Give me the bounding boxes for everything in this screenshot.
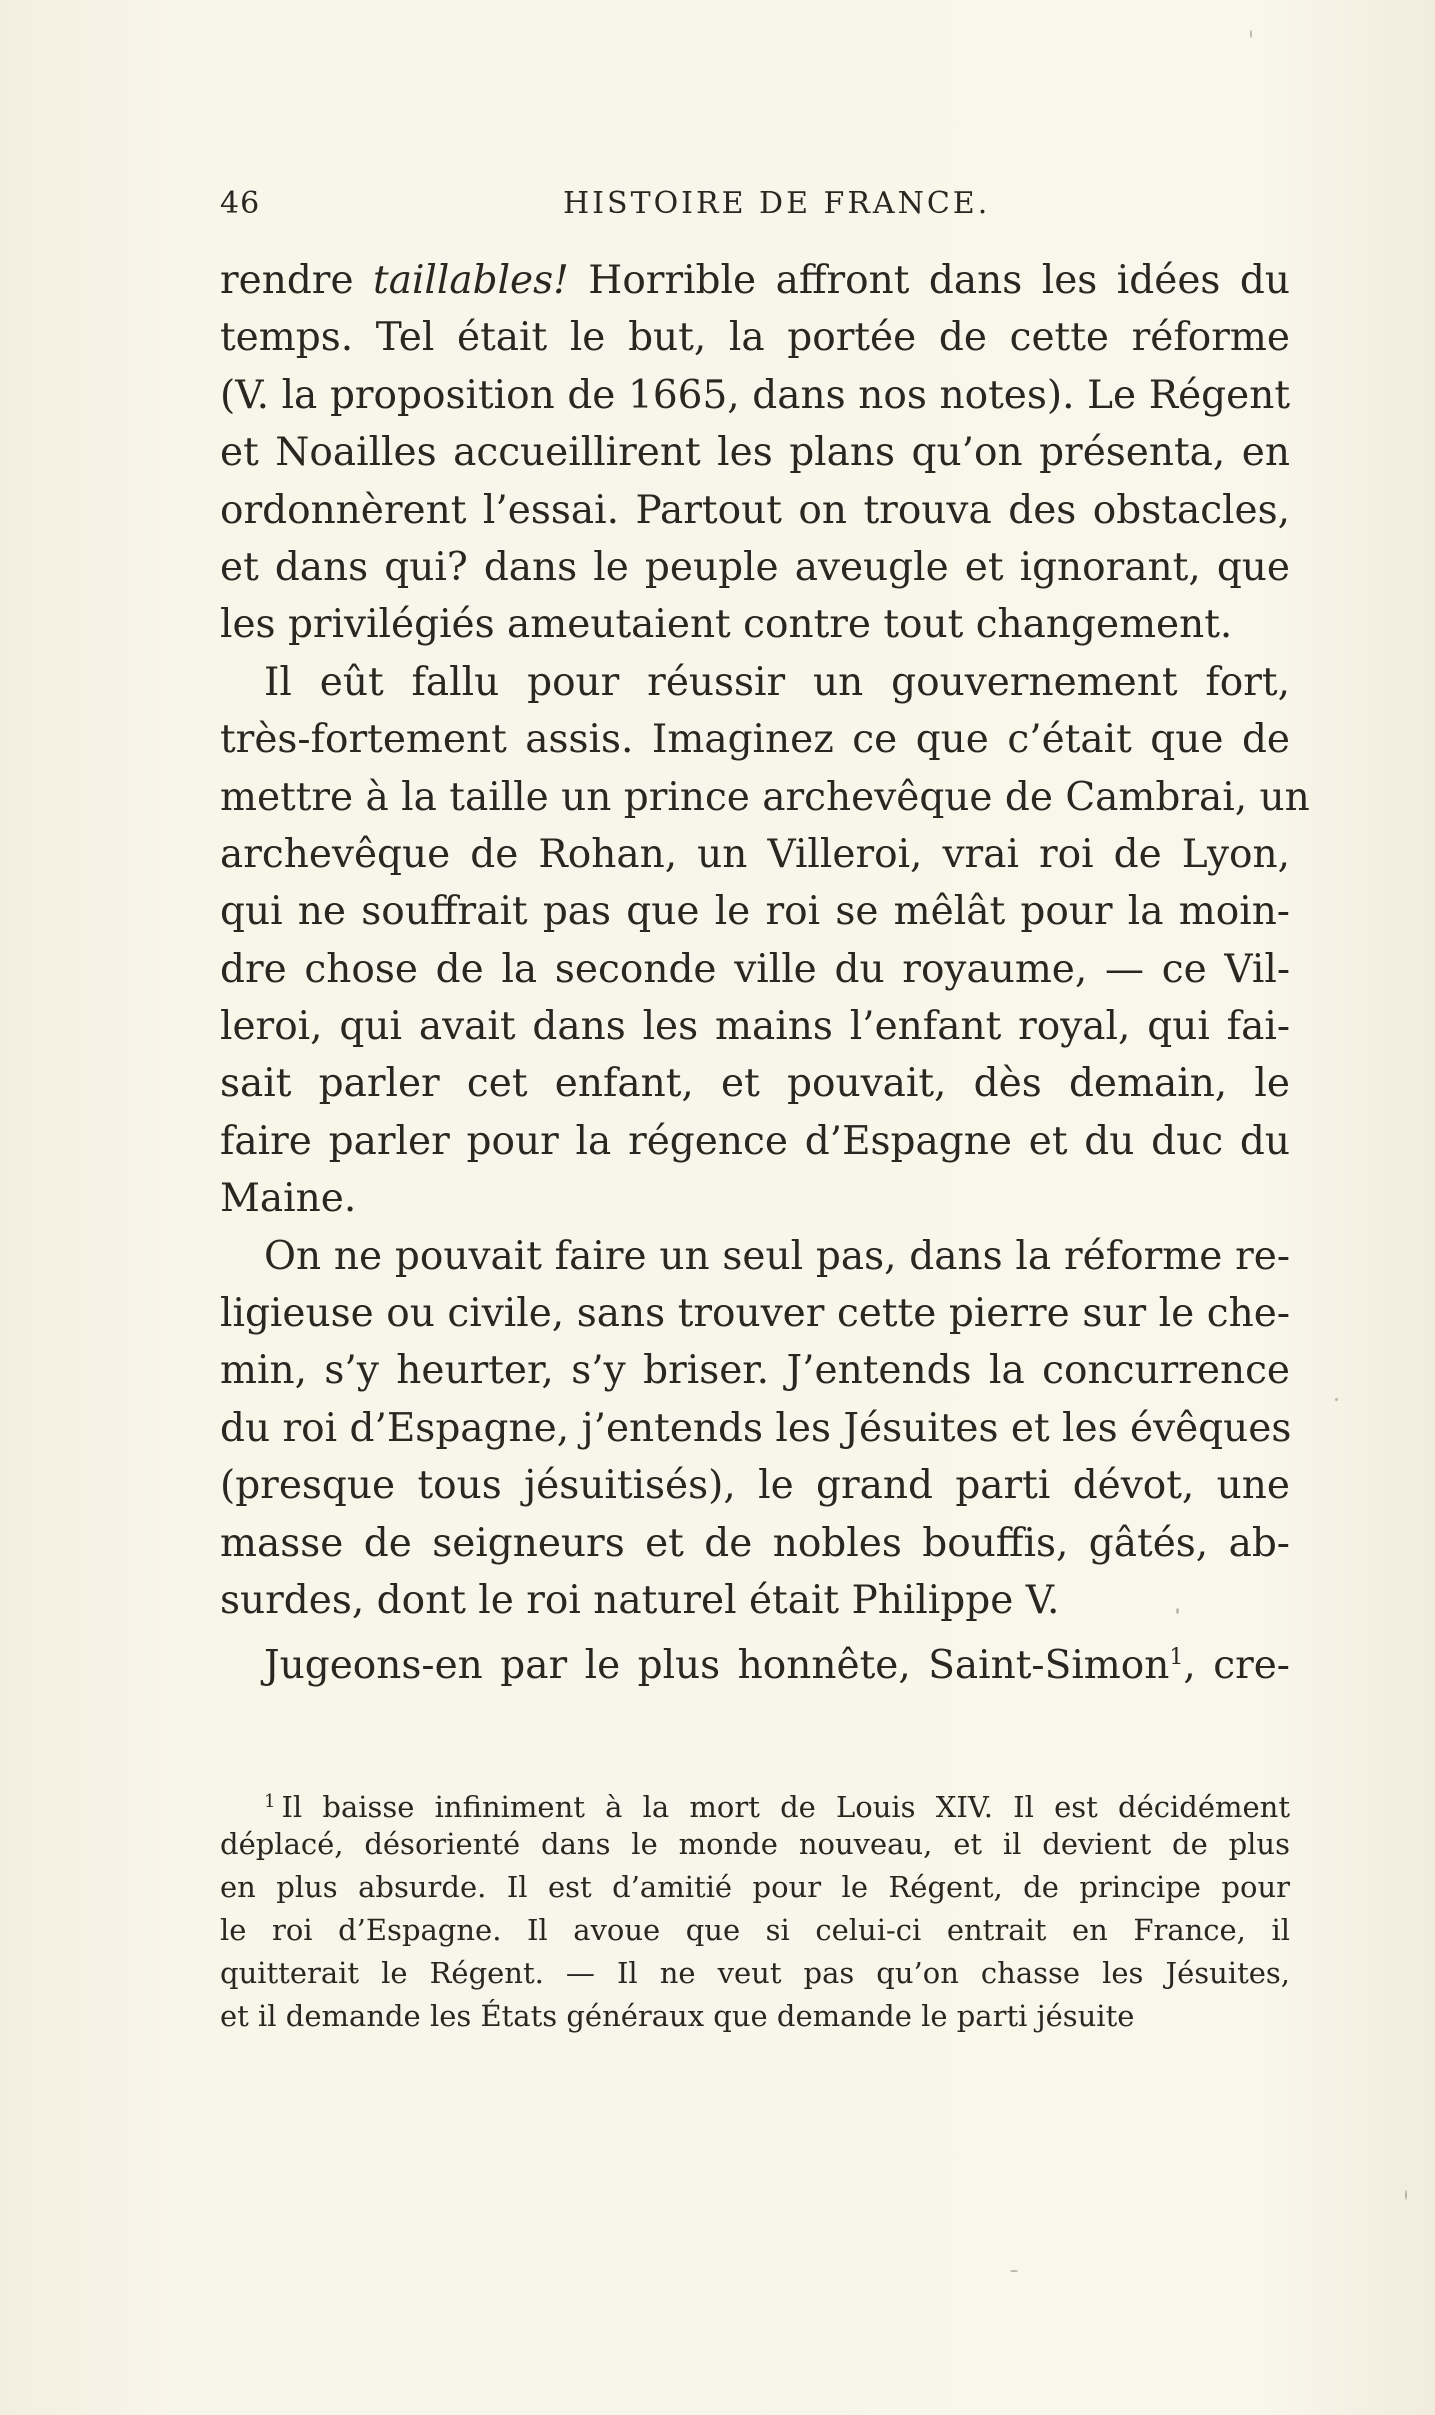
footnote-line: en plus absurde. Il est d’amitié pour le Régent, de principe pour xyxy=(220,1870,1290,1904)
text-line: archevêque de Rohan, un Villeroi, vrai roi de Lyon, xyxy=(220,831,1290,877)
text-span: Horrible affront dans les idées du xyxy=(568,258,1290,303)
text-line: On ne pouvait faire un seul pas, dans la réforme re- xyxy=(264,1233,1290,1279)
footnote-reference: 1 xyxy=(1169,1645,1184,1671)
text-line: et Noailles accueillirent les plans qu’on présenta, en xyxy=(220,430,1290,476)
page-number: 46 xyxy=(220,186,261,221)
text-line xyxy=(220,1629,1290,1689)
text-line: Il eût fallu pour réussir un gouvernement fort, xyxy=(264,659,1290,705)
paper-speck xyxy=(1335,1398,1338,1401)
paper-speck xyxy=(1176,1608,1179,1614)
text-span: , cre- xyxy=(1183,1643,1290,1689)
text-line: (presque tous jésuitisés), le grand parti dévot, une xyxy=(220,1463,1290,1509)
text-line: mettre à la taille un prince archevêque de Cambrai, un xyxy=(220,774,1310,820)
footnote xyxy=(220,1780,1290,2038)
footnote-marker: 1 xyxy=(264,1791,276,1812)
footnote-line: et il demande les États généraux que demande le parti jésuite xyxy=(220,1999,1135,2033)
text-line: dre chose de la seconde ville du royaume, — ce Vil- xyxy=(220,946,1290,992)
text-line: du roi d’Espagne, j’entends les Jésuites et les évêques xyxy=(220,1405,1292,1451)
paper-speck xyxy=(1010,2270,1018,2272)
running-title: HISTOIRE DE FRANCE. xyxy=(563,186,991,221)
text-line: qui ne souffrait pas que le roi se mêlât pour la moin- xyxy=(220,889,1290,935)
footnote-line: déplacé, désorienté dans le monde nouveau, et il devient de plus xyxy=(220,1827,1290,1861)
text-line: masse de seigneurs et de nobles bouffis, gâtés, ab- xyxy=(220,1520,1290,1566)
text-span: Jugeons-en par le plus honnête, Saint-Simon xyxy=(264,1643,1170,1689)
text-line: très-fortement assis. Imaginez ce que c’était que de xyxy=(220,717,1290,763)
footnote-line: le roi d’Espagne. Il avoue que si celui-ci entrait en France, il xyxy=(220,1913,1290,1947)
paper-speck xyxy=(1405,2190,1407,2200)
text-line: surdes, dont le roi naturel était Philippe V. xyxy=(220,1577,1060,1623)
text-line: temps. Tel était le but, la portée de cette réforme xyxy=(220,315,1290,361)
paper-speck xyxy=(1250,30,1252,38)
text-span: Il baisse infiniment à la mort de Louis XIV. Il est décidément xyxy=(281,1790,1290,1824)
text-line: et dans qui? dans le peuple aveugle et ignorant, que xyxy=(220,544,1290,590)
text-span: rendre xyxy=(220,258,374,303)
running-head xyxy=(220,186,1290,236)
text-line: ordonnèrent l’essai. Partout on trouva des obstacles, xyxy=(220,487,1290,533)
footnote-line: quitterait le Régent. — Il ne veut pas qu’on chasse les Jésuites, xyxy=(220,1956,1290,1990)
text-line: (V. la proposition de 1665, dans nos notes). Le Régent xyxy=(220,372,1290,418)
footnote-line xyxy=(220,1780,1290,1823)
text-line: min, s’y heurter, s’y briser. J’entends la concurrence xyxy=(220,1348,1290,1394)
text-line: ligieuse ou civile, sans trouver cette pierre sur le che- xyxy=(220,1291,1290,1337)
text-line: les privilégiés ameutaient contre tout changement. xyxy=(220,602,1233,648)
text-line: Maine. xyxy=(220,1176,357,1222)
body-text xyxy=(220,252,1310,1689)
italic-word: taillables! xyxy=(373,258,569,303)
text-line: sait parler cet enfant, et pouvait, dès demain, le xyxy=(220,1061,1290,1107)
text-line: leroi, qui avait dans les mains l’enfant royal, qui fai- xyxy=(220,1004,1290,1050)
text-line xyxy=(220,252,1290,309)
text-line: faire parler pour la régence d’Espagne et du duc du xyxy=(220,1118,1290,1164)
